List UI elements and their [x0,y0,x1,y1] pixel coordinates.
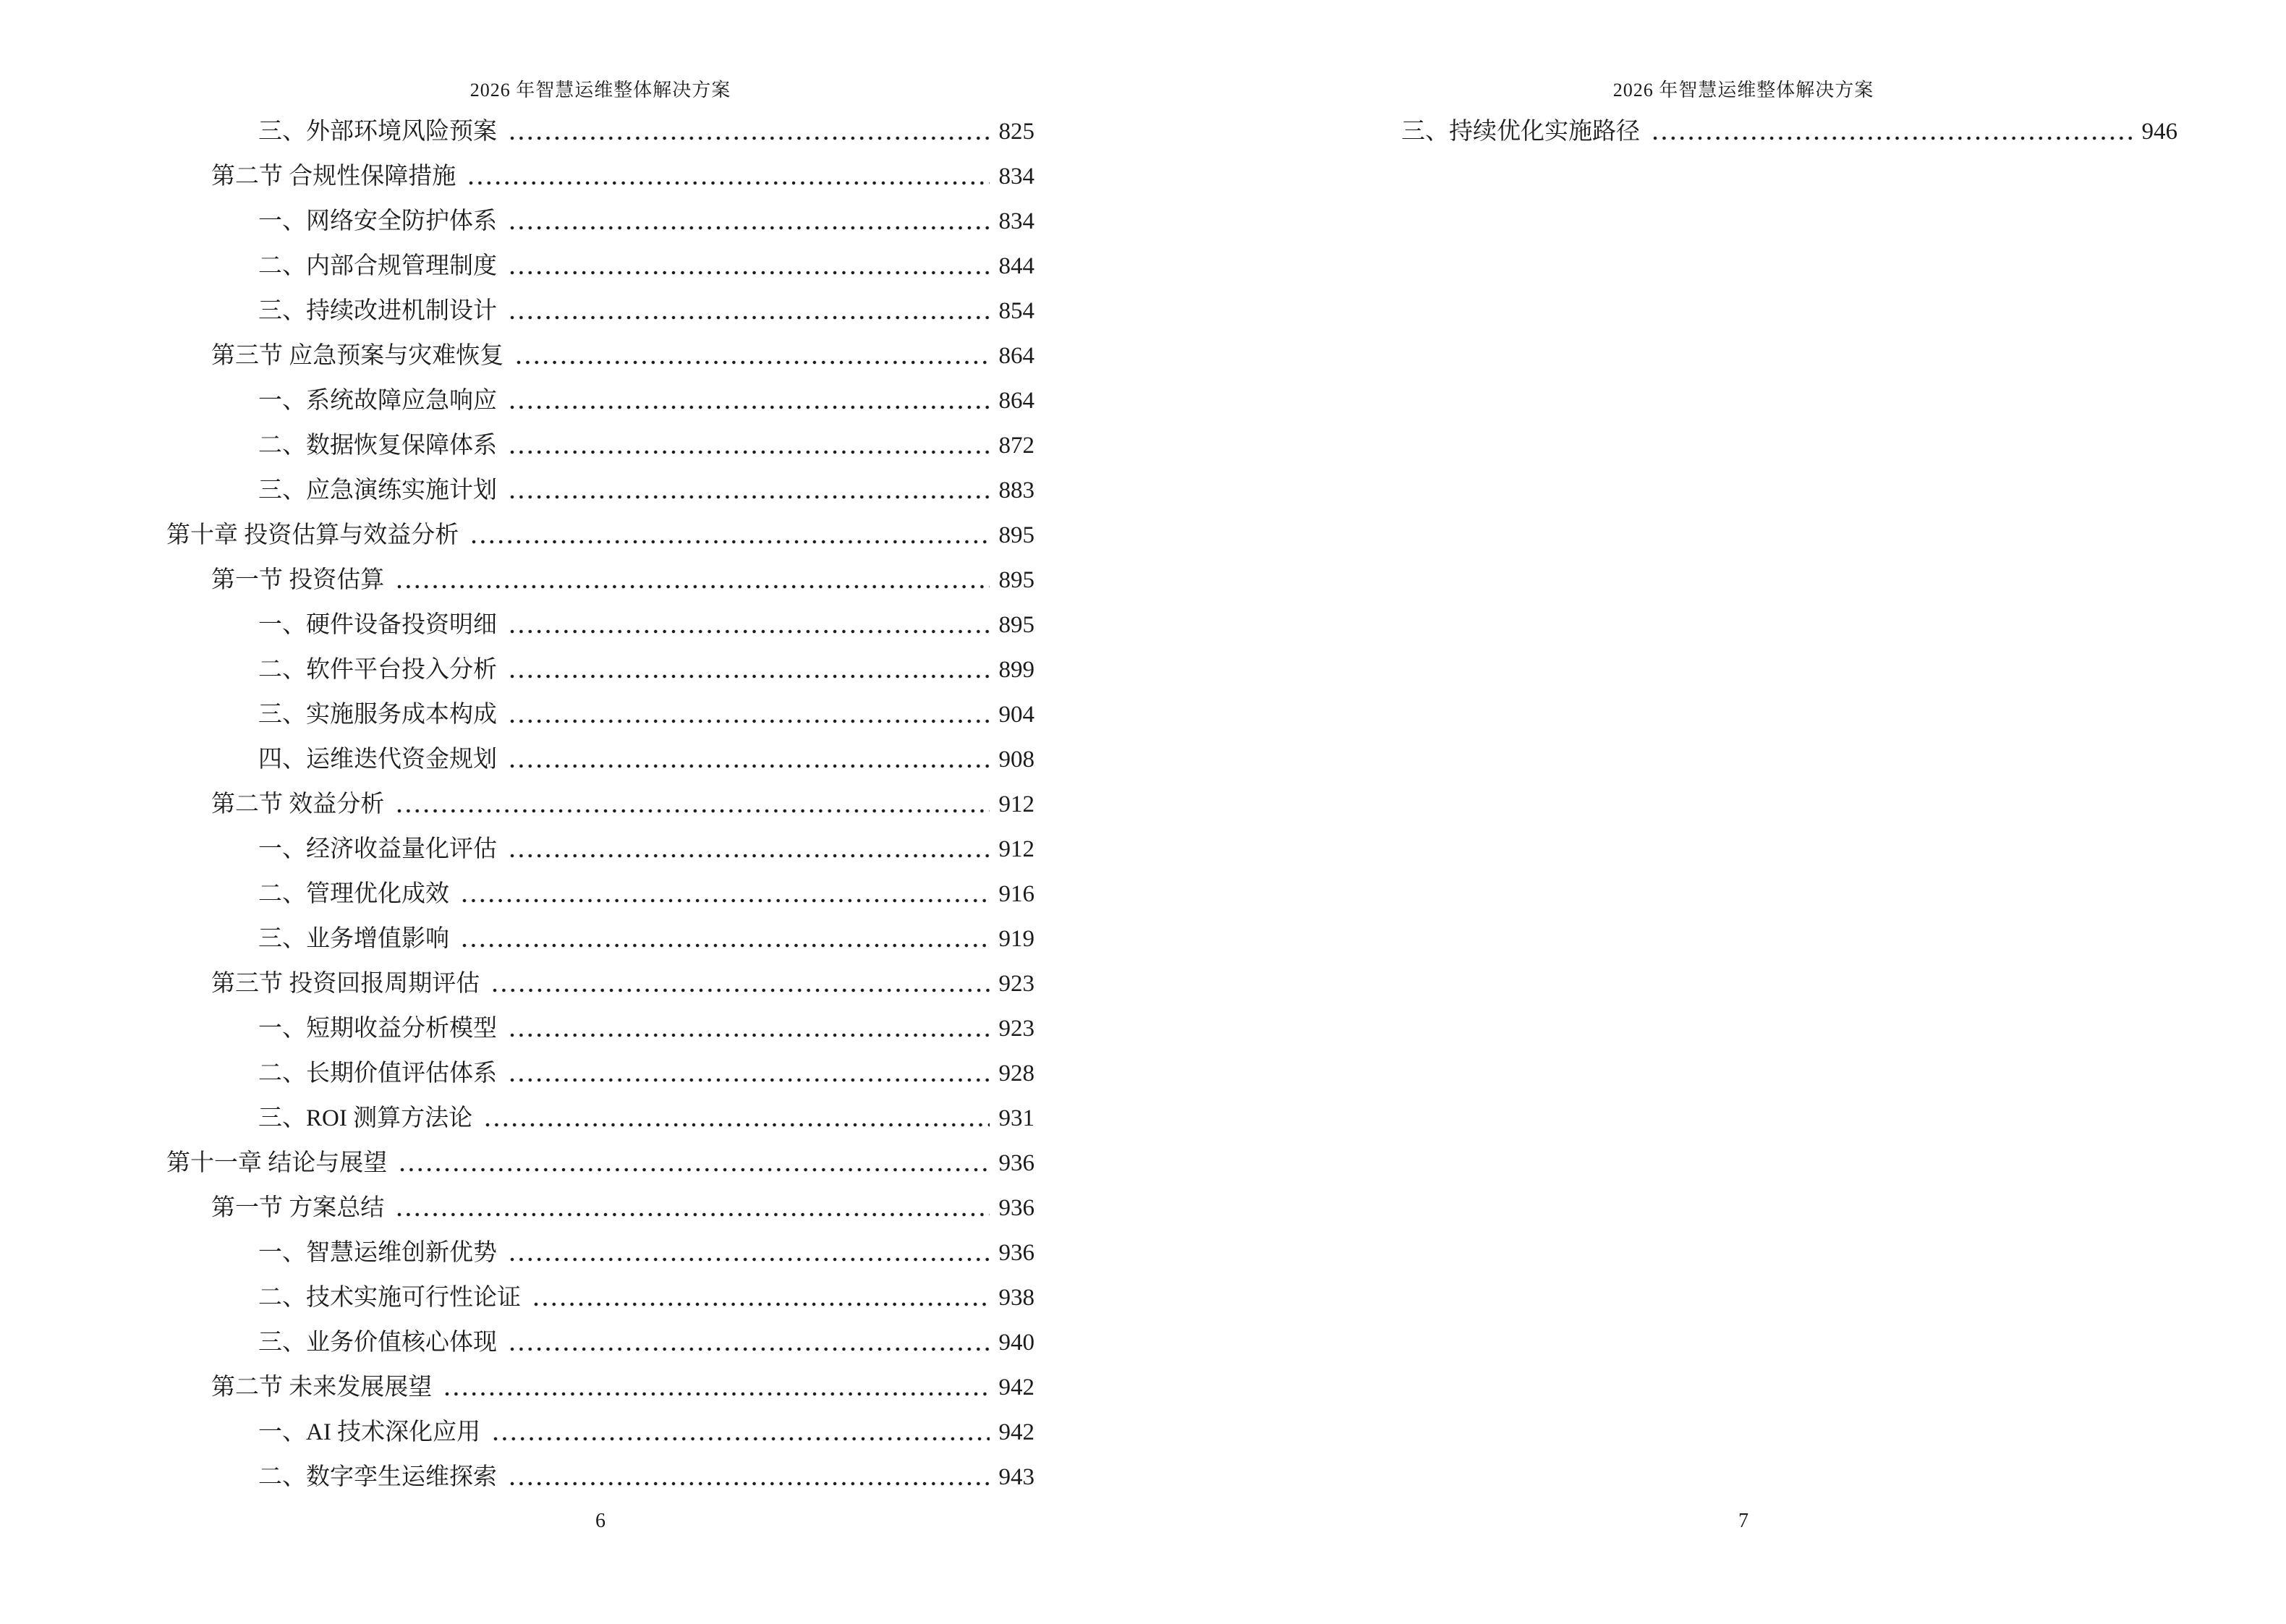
page-number: 6 [595,1510,606,1532]
toc-entry-title: 二、长期价值评估体系 [258,1060,497,1087]
toc-entry-page-number: 825 [998,119,1034,145]
toc-entry-page-number: 936 [998,1195,1034,1221]
toc-entry-page-number: 864 [998,388,1034,414]
toc-entry-page-number: 844 [998,253,1034,279]
toc-entry [166,1320,1034,1365]
toc-entry-page-number: 923 [998,1016,1034,1042]
dot-leader [508,1051,990,1096]
toc-entry-page-number: 834 [998,208,1034,234]
page-header [1309,78,2177,103]
toc-entry [166,558,1034,603]
toc-entry [166,378,1034,423]
toc-entry-title: 三、ROI 测算方法论 [258,1105,473,1131]
toc-entry-page-number: 938 [998,1285,1034,1311]
toc-entry [166,1275,1034,1320]
toc-entry [166,737,1034,782]
toc-entry-title: 第一节 方案总结 [211,1195,385,1221]
dot-leader [508,109,990,154]
toc-entry-page-number: 904 [998,702,1034,728]
toc-entry [166,1051,1034,1096]
toc-entry [166,513,1034,558]
dot-leader [460,872,990,917]
toc-entry-title: 一、硬件设备投资明细 [258,612,497,638]
toc-entry-page-number: 834 [998,163,1034,190]
dot-leader [508,1320,990,1365]
toc-entry [166,289,1034,333]
toc-entry [166,1186,1034,1230]
dot-leader [508,1230,990,1275]
toc-entry [166,1410,1034,1455]
toc-entry-title: 二、数据恢复保障体系 [258,433,497,459]
toc-entry-title: 三、业务价值核心体现 [258,1330,497,1356]
dot-leader [508,199,990,244]
dot-leader [491,1410,990,1455]
dot-leader [508,1006,990,1051]
dot-leader [395,782,990,827]
toc-entry-title: 二、数字孪生运维探索 [258,1464,497,1490]
dot-leader [398,1141,990,1186]
toc-entry-title: 四、运维迭代资金规划 [258,747,497,773]
toc-entry-title: 一、经济收益量化评估 [258,836,497,862]
toc-entry-page-number: 895 [998,522,1034,548]
toc-entry-title: 第十一章 结论与展望 [166,1150,388,1176]
page-header [166,78,1034,103]
toc-entry [166,244,1034,289]
dot-leader [508,468,990,513]
toc-entry-page-number: 931 [998,1105,1034,1131]
document-page-right [1143,0,2286,1624]
toc-entry [166,647,1034,692]
toc-entry-title: 三、持续优化实施路径 [1401,119,1640,145]
toc-entry-title: 第二节 合规性保障措施 [211,163,456,190]
toc-entry-page-number: 943 [998,1464,1034,1490]
toc-entry [166,468,1034,513]
toc-entry [166,1096,1034,1141]
toc-entry [166,1365,1034,1410]
toc-entry-title: 三、外部环境风险预案 [258,119,497,145]
toc-entry [166,782,1034,827]
toc-entry [166,1006,1034,1051]
dot-leader [514,333,990,378]
toc-entry [166,872,1034,917]
page-content [1309,0,2177,154]
dot-leader [508,827,990,872]
toc-entry-title: 三、应急演练实施计划 [258,477,497,503]
toc-entry [166,961,1034,1006]
dot-leader [508,1455,990,1500]
toc-entry-title: 一、AI 技术深化应用 [258,1419,481,1445]
dot-leader [443,1365,990,1410]
toc-entry-page-number: 895 [998,612,1034,638]
toc-entry-page-number: 923 [998,971,1034,997]
dot-leader [508,289,990,333]
toc-entry-page-number: 908 [998,747,1034,773]
page-number: 7 [1738,1510,1749,1532]
toc-entry-title: 一、智慧运维创新优势 [258,1240,497,1266]
toc-entry [1309,109,2177,154]
toc-entry-page-number: 936 [998,1240,1034,1266]
toc-entry-page-number: 916 [998,881,1034,907]
toc-entry-title: 二、内部合规管理制度 [258,253,497,279]
toc-entry-page-number: 942 [998,1374,1034,1400]
toc-entry-page-number: 942 [998,1419,1034,1445]
toc-entry-page-number: 912 [998,791,1034,817]
dot-leader [460,917,990,961]
toc-entry-title: 一、系统故障应急响应 [258,388,497,414]
dot-leader [508,378,990,423]
toc-entry-page-number: 883 [998,477,1034,503]
toc-entry-page-number: 895 [998,567,1034,593]
toc-entry-page-number: 936 [998,1150,1034,1176]
toc-entry-title: 第二节 效益分析 [211,791,385,817]
toc-entry-title: 第二节 未来发展展望 [211,1374,433,1400]
toc-entry [166,692,1034,737]
toc-entry-title: 一、网络安全防护体系 [258,208,497,234]
toc-entry-page-number: 940 [998,1330,1034,1356]
toc-entry-page-number: 872 [998,433,1034,459]
toc-entry [166,1141,1034,1186]
toc-entry [166,1455,1034,1500]
toc-entry-page-number: 946 [2141,119,2177,145]
toc-entry-title: 三、业务增值影响 [258,926,449,952]
toc-entry-title: 第三节 投资回报周期评估 [211,971,480,997]
toc-list [166,109,1034,1500]
toc-entry-page-number: 912 [998,836,1034,862]
toc-entry-title: 二、技术实施可行性论证 [258,1285,521,1311]
dot-leader [508,423,990,468]
toc-entry [166,199,1034,244]
dot-leader [508,603,990,647]
toc-entry [166,603,1034,647]
toc-entry-title: 三、实施服务成本构成 [258,702,497,728]
dot-leader [469,513,990,558]
toc-entry-page-number: 864 [998,343,1034,369]
toc-entry-title: 第十章 投资估算与效益分析 [166,522,459,548]
dot-leader [508,647,990,692]
dot-leader [467,154,990,199]
dot-leader [395,1186,990,1230]
toc-entry [166,827,1034,872]
dot-leader [508,692,990,737]
dot-leader [1651,109,2133,154]
toc-entry-page-number: 928 [998,1060,1034,1087]
dot-leader [508,737,990,782]
page-content [166,0,1034,1500]
toc-entry-title: 二、软件平台投入分析 [258,657,497,683]
toc-entry-page-number: 919 [998,926,1034,952]
toc-entry [166,333,1034,378]
page-footer [1309,1506,2177,1536]
dot-leader [508,244,990,289]
toc-list [1309,109,2177,154]
toc-entry [166,1230,1034,1275]
page-footer [166,1506,1034,1536]
dot-leader [532,1275,990,1320]
toc-entry-title: 二、管理优化成效 [258,881,449,907]
toc-entry-title: 三、持续改进机制设计 [258,298,497,324]
dot-leader [483,1096,990,1141]
toc-entry-title: 第一节 投资估算 [211,567,385,593]
toc-entry-title: 一、短期收益分析模型 [258,1016,497,1042]
toc-entry [166,154,1034,199]
toc-entry-page-number: 899 [998,657,1034,683]
page-header-title: 2026 年智慧运维整体解决方案 [1612,80,1874,101]
toc-entry-title: 第三节 应急预案与灾难恢复 [211,343,504,369]
dot-leader [395,558,990,603]
dot-leader [490,961,990,1006]
toc-entry [166,109,1034,154]
toc-entry [166,917,1034,961]
page-header-title: 2026 年智慧运维整体解决方案 [469,80,731,101]
toc-entry [166,423,1034,468]
toc-entry-page-number: 854 [998,298,1034,324]
